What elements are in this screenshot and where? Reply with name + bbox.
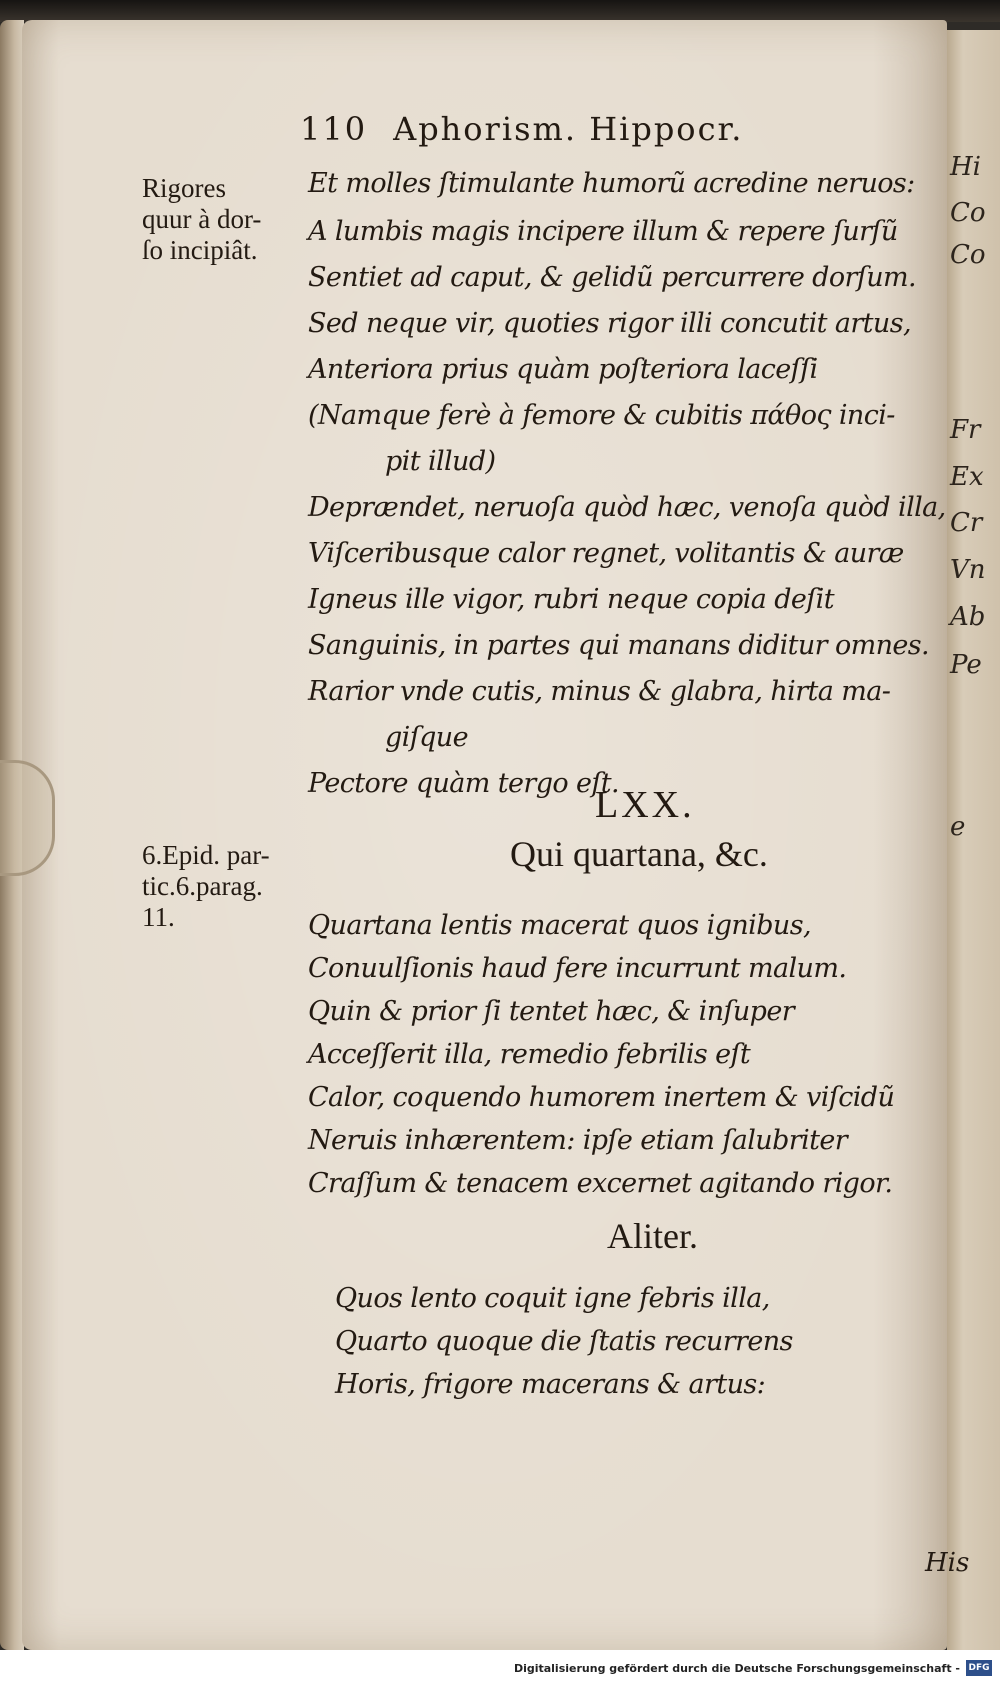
- dfg-logo: DFG: [966, 1660, 992, 1676]
- verse-line: A lumbis magis incipere illum & repere ſurſũ: [308, 216, 898, 247]
- verse-line: Neruis inhærentem: ipſe etiam ſalubriter: [308, 1125, 848, 1156]
- facing-fragment: Ab: [950, 602, 986, 632]
- facing-fragment: Fr: [950, 415, 981, 445]
- verse-line: Viſceribusque calor regnet, volitantis & auræ: [308, 538, 904, 569]
- verse-line: Quin & prior ſi tentet hæc, & inſuper: [308, 996, 795, 1027]
- section-title: Qui quartana, &c.: [510, 834, 768, 874]
- aliter-heading: Aliter.: [607, 1216, 698, 1256]
- verse-line: Quos lento coquit igne febris illa,: [335, 1283, 770, 1314]
- margin-note-line: 11.: [142, 902, 175, 932]
- page-clip: [0, 760, 55, 876]
- verse-line: Sentiet ad caput, & gelidũ percurrere dorſum.: [308, 262, 916, 293]
- facing-fragment: Cr: [950, 508, 983, 538]
- verse-line: Quarto quoque die ſtatis recurrens: [335, 1326, 793, 1357]
- running-title: Aphorism. Hippocr.: [393, 110, 744, 148]
- verse-line: Anteriora prius quàm poſteriora laceſſi: [308, 354, 818, 385]
- verse-line: (Namque ferè à femore & cubitis πάθος inci-: [308, 400, 895, 431]
- running-header: [300, 110, 743, 148]
- margin-note-line: quur à dor-: [142, 204, 262, 234]
- facing-fragment: Co: [950, 240, 986, 270]
- verse-line: Rarior vnde cutis, minus & glabra, hirta ma-: [308, 676, 891, 707]
- verse-line: Pectore quàm tergo eſt.: [308, 768, 620, 799]
- verse-line: Craſſum & tenacem excernet agitando rigor.: [308, 1168, 893, 1199]
- verse-line: Calor, coquendo humorem inertem & viſcidũ: [308, 1082, 895, 1113]
- section-number: LXX.: [595, 784, 695, 826]
- facing-fragment: Hi: [950, 152, 981, 182]
- scan-background-top: [0, 0, 1000, 22]
- verse-line: pit illud): [385, 446, 496, 477]
- verse-line: Acceſſerit illa, remedio febrilis eſt: [308, 1039, 751, 1070]
- margin-note-line: 6.Epid. par-: [142, 840, 270, 870]
- verse-line: Sed neque vir, quoties rigor illi concutit artus,: [308, 308, 911, 339]
- page-number: 110: [300, 110, 368, 148]
- verse-line: giſque: [385, 722, 468, 753]
- digitization-credit: Digitalisierung gefördert durch die Deutsche Forschungsgemeinschaft -: [513, 1662, 960, 1675]
- facing-fragment: Ex: [950, 462, 984, 492]
- verse-line: Deprændet, neruoſa quòd hæc, venoſa quòd illa,: [308, 492, 946, 523]
- verse-line: Et molles ſtimulante humorũ acredine neruos:: [308, 168, 915, 199]
- verse-line: Conuulſionis haud fere incurrunt malum.: [308, 953, 847, 984]
- facing-fragment: Pe: [950, 650, 982, 680]
- margin-note-line: tic.6.parag.: [142, 871, 263, 901]
- verse-line: Sanguinis, in partes qui manans diditur omnes.: [308, 630, 930, 661]
- facing-fragment: Co: [950, 198, 986, 228]
- catchword: His: [925, 1548, 970, 1578]
- verse-line: Horis, frigore macerans & artus:: [335, 1369, 766, 1400]
- verse-line: Igneus ille vigor, rubri neque copia deſit: [308, 584, 834, 615]
- facing-fragment: e: [950, 812, 966, 842]
- margin-note-line: ſo incipiât.: [142, 235, 258, 265]
- margin-note-rigores: [142, 173, 261, 266]
- verse-line: Quartana lentis macerat quos ignibus,: [308, 910, 811, 941]
- facing-fragment: Vn: [950, 555, 986, 585]
- margin-note-line: Rigores: [142, 173, 226, 203]
- facing-page-edge: [947, 30, 1000, 1650]
- margin-note-reference: [142, 840, 270, 933]
